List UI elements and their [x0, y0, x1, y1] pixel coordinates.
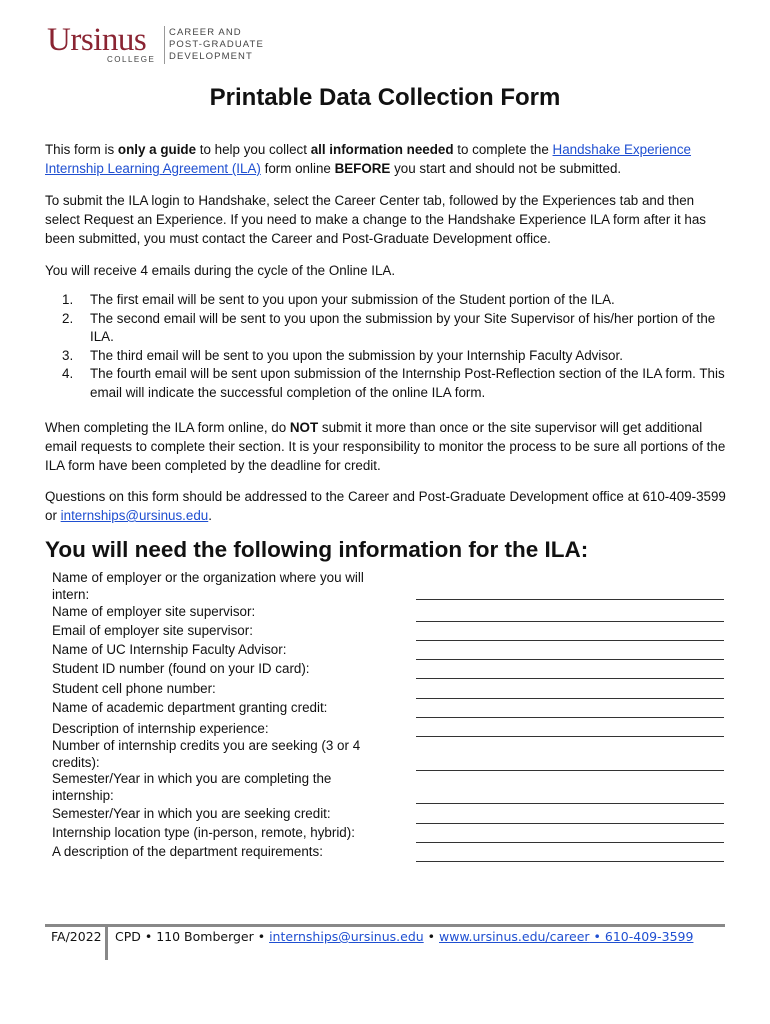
answer-line[interactable]: [416, 678, 724, 679]
footer-divider: [105, 924, 108, 960]
department-line: POST-GRADUATE: [169, 39, 264, 50]
logo-subtitle: COLLEGE: [107, 55, 156, 64]
text: to complete the: [453, 142, 553, 157]
text-bold: only a guide: [117, 142, 197, 157]
intro-paragraph: [45, 140, 730, 178]
field-label: Name of UC Internship Faculty Advisor:: [52, 642, 287, 657]
footer-contact: [115, 929, 693, 944]
field-label: Number of internship credits you are seeking (3 or 4 credits):: [52, 738, 361, 770]
answer-line[interactable]: [416, 698, 724, 699]
text: to help you collect: [196, 142, 311, 157]
field-label: Internship location type (in-person, remote, hybrid):: [52, 825, 355, 840]
list-number: 2.: [62, 310, 74, 326]
list-text: The fourth email will be sent upon submission of the Internship Post-Reflection section of the ILA form. This email will indicate the successful completion of the online ILA form.: [90, 366, 725, 400]
text: form online: [260, 161, 335, 176]
questions-paragraph: [45, 487, 730, 525]
info-heading: You will need the following information for the ILA:: [45, 537, 589, 562]
answer-line[interactable]: [416, 842, 724, 843]
field-label: A description of the department requirements:: [52, 844, 323, 859]
footer-web-link[interactable]: www.ursinus.edu/career: [439, 929, 590, 944]
warning-paragraph: [45, 418, 730, 475]
field-label: Semester/Year in which you are seeking credit:: [52, 806, 331, 821]
email-list-item: [62, 347, 730, 366]
text-bold: NOT: [289, 420, 319, 435]
answer-line[interactable]: [416, 736, 724, 737]
field-label: Semester/Year in which you are completing the internship:: [52, 771, 332, 803]
footer-rule: [45, 924, 725, 927]
answer-line[interactable]: [416, 659, 724, 660]
answer-line[interactable]: [416, 823, 724, 824]
emails-intro: You will receive 4 emails during the cycle of the Online ILA.: [45, 263, 396, 278]
logo-divider: [164, 26, 165, 64]
email-list-item: [62, 310, 730, 347]
email-list-item: [62, 365, 730, 402]
footer-phone: • 610-409-3599: [589, 929, 694, 944]
list-number: 1.: [62, 292, 74, 307]
department-line: CAREER AND: [169, 27, 242, 38]
email-list-item: [62, 291, 730, 310]
answer-line[interactable]: [416, 640, 724, 641]
page-title: Printable Data Collection Form: [209, 84, 561, 111]
logo-wordmark: Ursinus: [47, 22, 147, 58]
field-label: Student ID number (found on your ID card):: [52, 661, 310, 676]
footer-date: FA/2022: [51, 929, 102, 944]
department-line: DEVELOPMENT: [169, 51, 253, 62]
answer-line[interactable]: [416, 621, 724, 622]
footer-location: CPD • 110 Bomberger •: [115, 929, 270, 944]
footer-separator: •: [423, 929, 440, 944]
answer-line[interactable]: [416, 599, 724, 600]
footer-email-link[interactable]: internships@ursinus.edu: [269, 929, 424, 944]
email-link[interactable]: internships@ursinus.edu: [60, 508, 209, 523]
list-number: 3.: [62, 347, 74, 363]
text: you start and should not be submitted.: [390, 161, 622, 176]
answer-line[interactable]: [416, 717, 724, 718]
field-label: Name of academic department granting credit:: [52, 700, 328, 715]
field-label: Email of employer site supervisor:: [52, 623, 253, 638]
text: submit it more than once or the site supervisor will get additional email requests to complete their section. It is your responsibility to monitor the process to be sure all portions of the ILA form have been completed by the deadline for credit.: [45, 420, 726, 473]
email-list: [62, 291, 730, 402]
text: When completing the ILA form online, do: [45, 420, 290, 435]
text-bold: BEFORE: [334, 161, 391, 176]
text: Questions on this form should be addressed to the Career and Post-Graduate Development office at 610-409-3599 or: [45, 489, 726, 523]
list-text: The second email will be sent to you upon the submission by your Site Supervisor of his/her portion of the ILA.: [90, 310, 716, 344]
answer-line[interactable]: [416, 861, 724, 862]
list-text: The first email will be sent to you upon your submission of the Student portion of the ILA.: [90, 292, 615, 307]
list-text: The third email will be sent to you upon the submission by your Internship Faculty Advisor.: [90, 347, 623, 363]
department-name: [169, 27, 264, 63]
field-label: Name of employer site supervisor:: [52, 604, 256, 619]
text: .: [208, 508, 212, 523]
answer-line[interactable]: [416, 803, 724, 804]
field-label: Description of internship experience:: [52, 721, 269, 736]
submit-paragraph: To submit the ILA login to Handshake, select the Career Center tab, followed by the Experiences tab and then select Request an Experience. If you need to make a change to the Handshake Experience ILA form after it has been submitted, you must contact the Career and Post-Graduate Development office.: [45, 193, 706, 246]
ila-link[interactable]: Handshake Experience Internship Learning Agreement (ILA): [45, 142, 692, 176]
list-number: 4.: [62, 366, 74, 381]
text-bold: all information needed: [310, 142, 454, 157]
field-label: Student cell phone number:: [52, 681, 216, 696]
answer-line[interactable]: [416, 770, 724, 771]
text: This form is: [45, 142, 118, 157]
field-label: Name of employer or the organization where you will intern:: [52, 570, 364, 602]
